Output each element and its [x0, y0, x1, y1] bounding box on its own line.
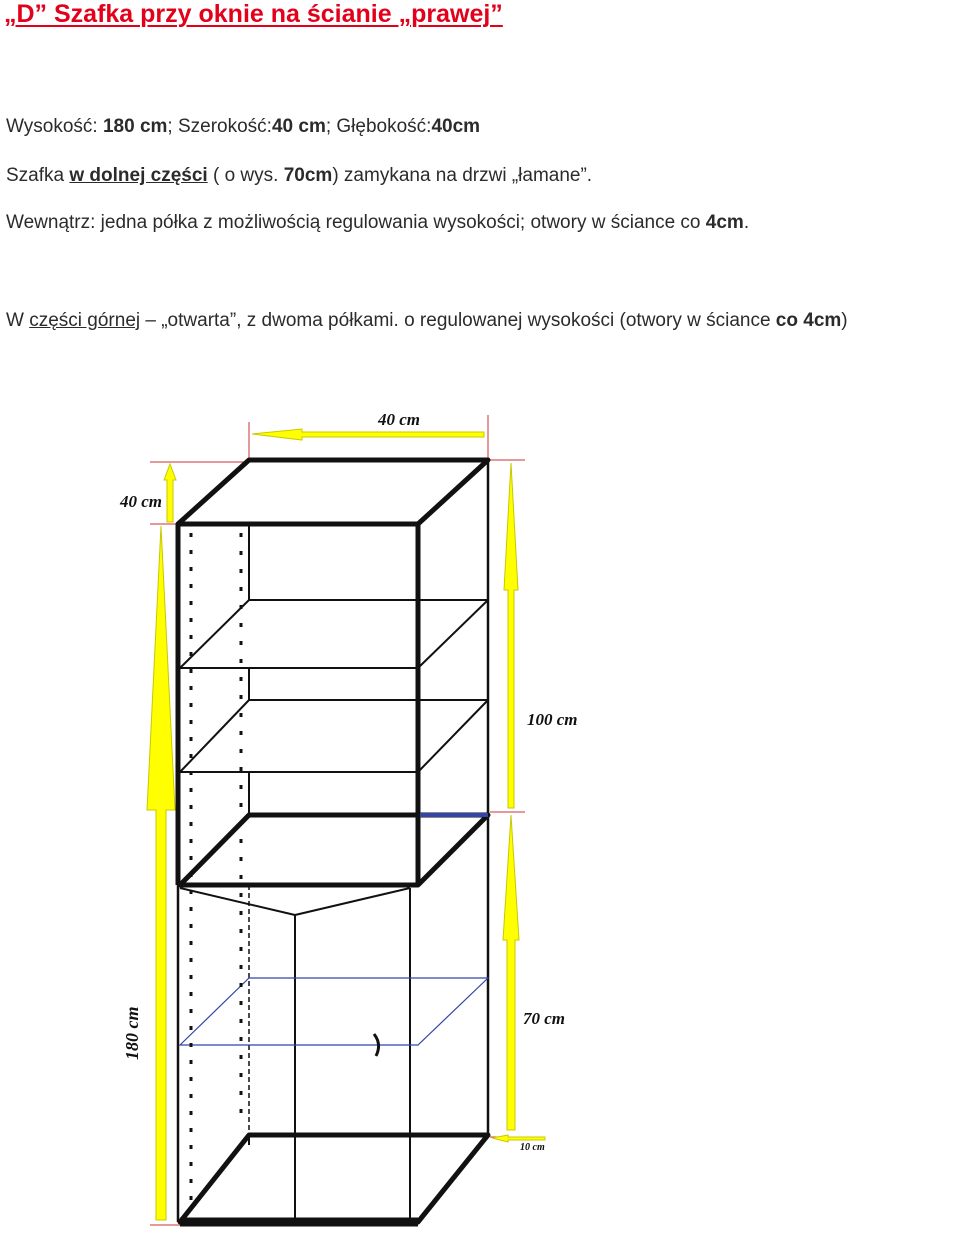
shelf-hole	[190, 788, 193, 792]
shelf-hole	[240, 785, 243, 789]
depth-label: ; Głębokość:	[325, 116, 432, 137]
shelf-hole	[190, 1145, 193, 1149]
upper-hole-spacing-value: co 4cm	[775, 310, 842, 331]
shelf-hole	[190, 941, 193, 945]
adjustable-shelf	[180, 978, 488, 1045]
shelf-hole	[240, 533, 243, 537]
upper-part-suffix: )	[841, 310, 848, 331]
shelf-hole	[190, 924, 193, 928]
shelf-hole	[190, 822, 193, 826]
shelf-hole	[190, 839, 193, 843]
top-face	[178, 460, 488, 524]
shelf-hole	[240, 965, 243, 969]
upper-part-link: części górnej	[29, 310, 141, 331]
dimension-arrows	[147, 429, 545, 1220]
shelf-hole	[240, 731, 243, 735]
shelf-hole	[190, 1128, 193, 1132]
shelf-hole	[190, 601, 193, 605]
shelf-hole	[240, 587, 243, 591]
shelf-hole	[240, 839, 243, 843]
depth-value: 40cm	[431, 116, 481, 137]
shelf-hole	[240, 695, 243, 699]
height-value: 180 cm	[102, 116, 168, 137]
shelf-hole	[240, 1019, 243, 1023]
shelf-hole	[190, 686, 193, 690]
shelf-hole	[240, 1091, 243, 1095]
shelf-hole	[190, 805, 193, 809]
shelf-hole	[190, 856, 193, 860]
shelf-hole	[240, 677, 243, 681]
shelf-hole	[240, 983, 243, 987]
shelf-hole	[190, 890, 193, 894]
shelf-hole	[240, 1001, 243, 1005]
shelf-hole	[240, 803, 243, 807]
shelf-hole	[240, 551, 243, 555]
shelf-hole	[190, 873, 193, 877]
shelf-hole	[190, 550, 193, 554]
interior-line	[6, 212, 749, 234]
lower-part-suffix: ) zamykana na drzwi „łamane”.	[332, 165, 593, 186]
plinth-label: 10 cm	[520, 1142, 545, 1153]
cabinet-outline	[178, 460, 488, 1225]
shelf-hole	[240, 821, 243, 825]
lower-height-label: 70 cm	[523, 1009, 566, 1028]
shelf-2	[180, 700, 488, 772]
lower-part-link: w dolnej części	[69, 165, 208, 186]
shelf-hole	[190, 737, 193, 741]
shelf-hole	[190, 584, 193, 588]
top-width-label: 40 cm	[378, 410, 421, 429]
shelf-hole	[240, 767, 243, 771]
shelf-hole	[190, 1009, 193, 1013]
shelf-hole	[240, 857, 243, 861]
cabinet-drawing	[0, 380, 960, 1254]
shelf-hole	[190, 652, 193, 656]
lower-part-text: ( o wys.	[207, 165, 284, 186]
shelf-hole	[240, 713, 243, 717]
shelf-hole	[240, 875, 243, 879]
width-label: ; Szerokość:	[167, 116, 272, 137]
shelf-hole	[240, 929, 243, 933]
plinth-arrow	[492, 1135, 545, 1142]
shelf-hole	[240, 911, 243, 915]
shelf-hole	[190, 907, 193, 911]
shelf-hole	[190, 992, 193, 996]
lower-part-line	[6, 165, 592, 187]
interior-suffix: .	[743, 212, 750, 233]
upper-height-arrow	[504, 463, 518, 808]
shelf-hole	[240, 1109, 243, 1113]
lower-height-value: 70cm	[283, 165, 333, 186]
shelf-hole	[190, 754, 193, 758]
total-height-label: 180 cm	[122, 1006, 142, 1060]
total-height-arrow	[147, 526, 175, 1220]
shelf-hole	[190, 771, 193, 775]
shelf-hole	[190, 567, 193, 571]
upper-part-prefix: W	[6, 310, 30, 331]
shelf-hole	[190, 1060, 193, 1064]
top-width-arrow	[252, 429, 484, 440]
shelf-hole	[240, 605, 243, 609]
upper-part-line	[6, 310, 848, 332]
upper-part-text: – „otwarta”, z dwoma półkami. o regulowanej wysokości (otwory w ściance	[140, 310, 776, 331]
shelf-hole	[190, 703, 193, 707]
shelf-1	[180, 600, 488, 668]
shelf-hole	[190, 1094, 193, 1098]
shelf-hole	[190, 720, 193, 724]
shelf-hole	[190, 618, 193, 622]
shelf-hole	[190, 1077, 193, 1081]
page-title: „D” Szafka przy oknie na ścianie „prawej”	[4, 0, 503, 28]
middle-divider	[180, 815, 488, 885]
shelf-hole	[190, 635, 193, 639]
shelf-hole	[240, 1073, 243, 1077]
shelf-hole	[240, 1055, 243, 1059]
shelf-hole	[240, 1037, 243, 1041]
shelf-hole	[190, 669, 193, 673]
shelf-hole	[240, 893, 243, 897]
dimensions-line	[6, 116, 480, 138]
shelf-hole	[240, 569, 243, 573]
shelf-hole	[240, 659, 243, 663]
shelf-hole	[190, 1111, 193, 1115]
depth-label: 40 cm	[120, 492, 163, 511]
depth-arrow	[164, 464, 176, 522]
interior-text: Wewnątrz: jedna półka z możliwością regulowania wysokości; otwory w ściance co	[6, 212, 706, 233]
shelf-hole	[240, 749, 243, 753]
shelf-hole	[190, 1026, 193, 1030]
shelf-hole	[190, 975, 193, 979]
shelf-hole	[240, 623, 243, 627]
shelf-hole	[190, 958, 193, 962]
lower-height-arrow	[503, 815, 519, 1130]
upper-height-label: 100 cm	[527, 710, 578, 729]
height-label: Wysokość:	[6, 116, 103, 137]
lower-part-prefix: Szafka	[6, 165, 70, 186]
shelf-hole	[190, 1196, 193, 1200]
shelf-hole	[190, 1179, 193, 1183]
shelf-hole	[240, 641, 243, 645]
width-value: 40 cm	[271, 116, 326, 137]
shelf-hole	[190, 1162, 193, 1166]
shelf-hole	[190, 533, 193, 537]
shelf-hole	[190, 1043, 193, 1047]
hole-spacing-value: 4cm	[705, 212, 744, 233]
shelf-hole	[240, 947, 243, 951]
bottom-face	[180, 1135, 488, 1222]
